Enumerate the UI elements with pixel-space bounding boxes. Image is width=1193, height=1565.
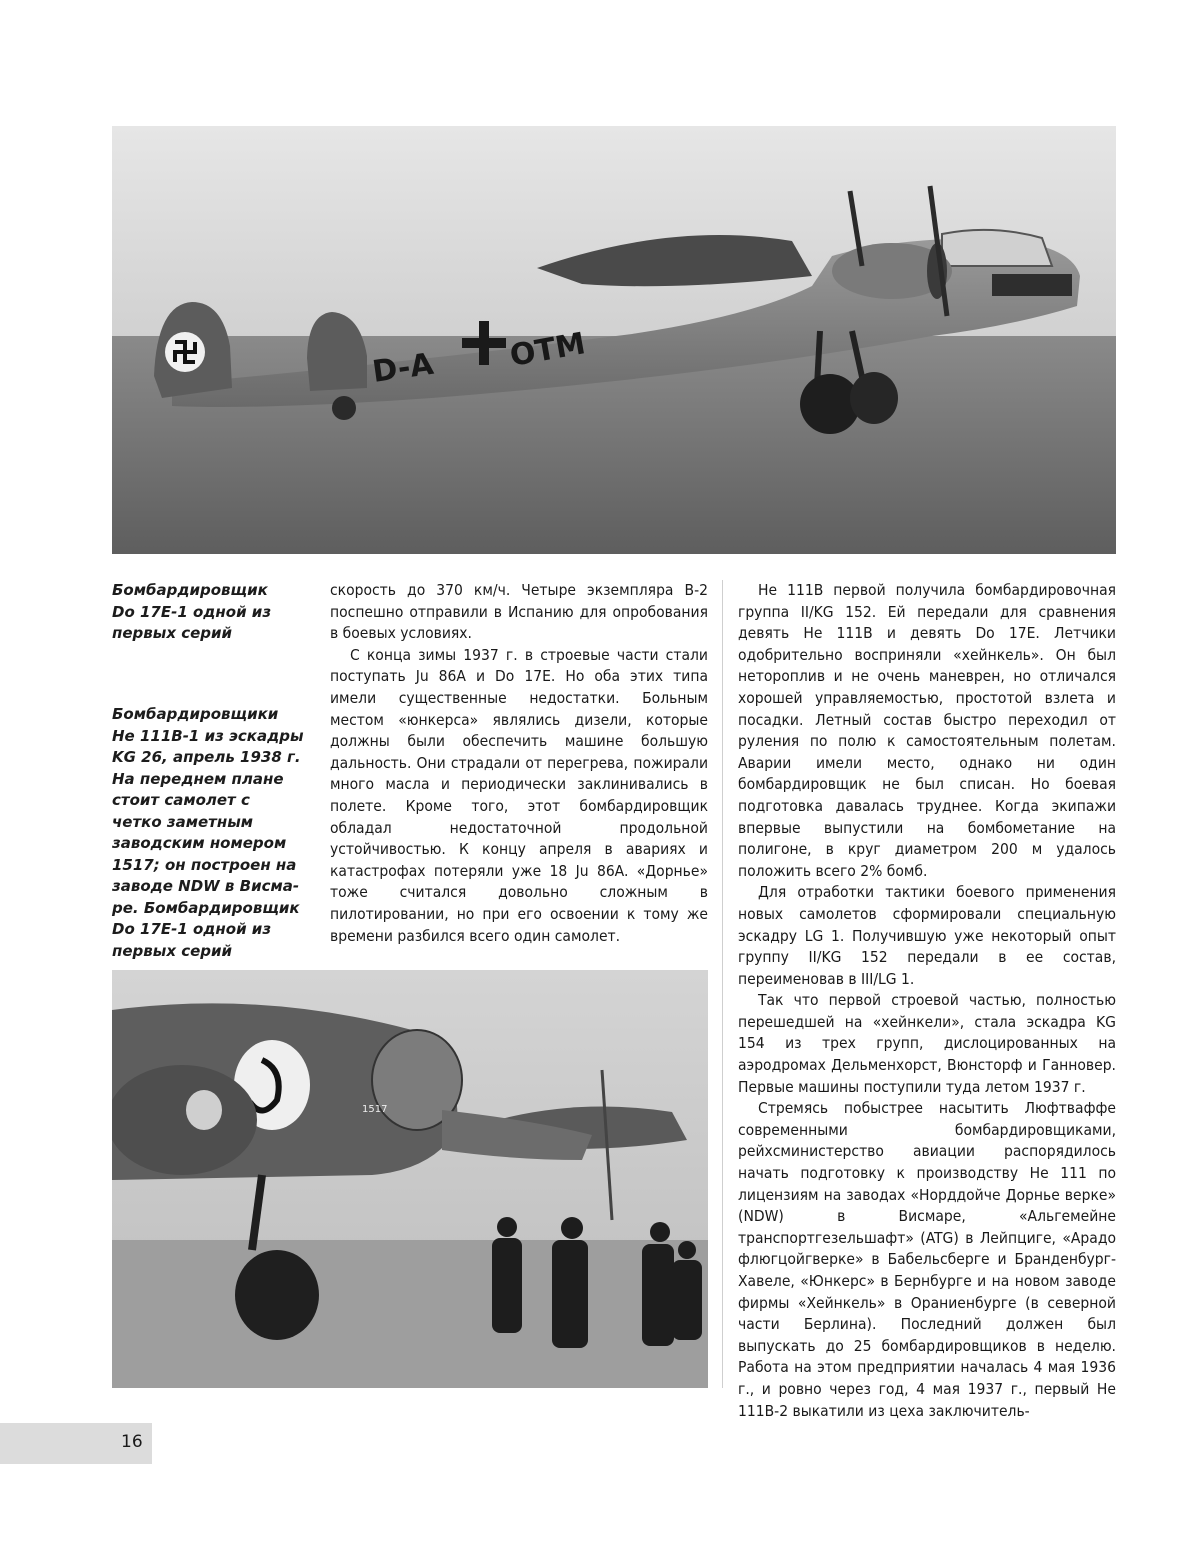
caption-he111: Бомбардировщики He 111B-1 из эскадры KG 26, апрель 1938 г. На переднем плане стоит самолет с четко заметным заводским номером 1517; он построен на заводе NDW в Висма- ре. Бомбардировщик Do 17E-1 одной из первых серий: [112, 705, 304, 960]
text-column-right: [738, 580, 1116, 1422]
photo-he111: [112, 970, 708, 1388]
do17-registration-mark: D-A: [370, 346, 436, 390]
paragraph: Стремясь побыстрее насытить Люфтваффе современными бомбардировщиками, рейхсминистерство авиации распорядилось начать подготовку к производству He 111 по лицензиям на заводах «Норддойче Дорнье верке» (NDW) в Висмаре, «Альгемейне транспортгезельшафт» (ATG) в Лейпциге, «Арадо флюгцойгверке» в Бабельсберге и Бранденбург-Хавеле, «Юнкерс» в Бернбурге и на новом заводе фирмы «Хейнкель» в Ораниенбурге (в северной части Берлина). Последний должен был выпускать до 25 бомбардировщиков в неделю. Работа на этом предприятии началась 4 мая 1936 г., и ровно через год, 4 мая 1937 г., первый He 111B-2 выкатили из цеха заключитель-: [738, 1099, 1116, 1420]
do17-illustration: [112, 126, 1116, 554]
he111-serial: 1517: [362, 1104, 388, 1115]
paragraph: Для отработки тактики боевого применения новых самолетов сформировали специальную эскадру LG 1. Получившую уже некоторый опыт группу II/KG 152 передали в ее состав, переименовав в III/LG 1.: [738, 883, 1116, 988]
do17-registration-code: OTM: [507, 326, 589, 374]
paragraph: Так что первой строевой частью, полностью перешедшей на «хейнкели», стала эскадра KG 154 из трех групп, дислоцированных на аэродромах Дельменхорст, Вюнсторф и Ганновер. Первые машины поступили туда летом 1937 г.: [738, 991, 1116, 1096]
caption-do17: Бомбардировщик Do 17E-1 одной из первых серий: [112, 581, 272, 642]
paragraph: С конца зимы 1937 г. в строевые части стали поступать Ju 86A и Do 17E. Но оба этих типа имели существенные недостатки. Больным местом «юнкерса» являлись дизели, которые должны были обеспечить машине большую дальность. Они страдали от перегрева, пожирали много масла и периодически заклинивались в полете. Кроме того, этот бомбардировщик обладал недостаточной продольной устойчивостью. К концу апреля в авариях и катастрофах потеряли уже 18 Ju 86A. «Дорнье» тоже считался довольно сложным в пилотировании, но при его освоении к тому же времени разбился всего один самолет.: [330, 645, 708, 945]
page-number: 16: [121, 1432, 143, 1452]
paragraph: He 111B первой получила бомбардировочная группа II/KG 152. Ей передали для сравнения девять He 111B и девять Do 17E. Летчики одобрительно восприняли «хейнкель». Он был нетороплив и не очень маневрен, но отличался хорошей управляемостью, простотой взлета и посадки. Летный состав быстро переходил от руления по полю к самостоятельным полетам. Аварии имели место, однако ни один бомбардировщик не был списан. Но боевая подготовка давалась труднее. Когда экипажи впервые выпустили на бомбометание на полигоне, в круг диаметром 200 м удалось положить всего 2% бомб.: [738, 581, 1116, 880]
he111-illustration: [112, 970, 708, 1388]
photo-do17: [112, 126, 1116, 554]
paragraph: скорость до 370 км/ч. Четыре экземпляра B-2 поспешно отправили в Испанию для опробования в боевых условиях.: [330, 581, 708, 643]
text-column-middle: [330, 580, 708, 947]
column-divider: [722, 580, 723, 1388]
